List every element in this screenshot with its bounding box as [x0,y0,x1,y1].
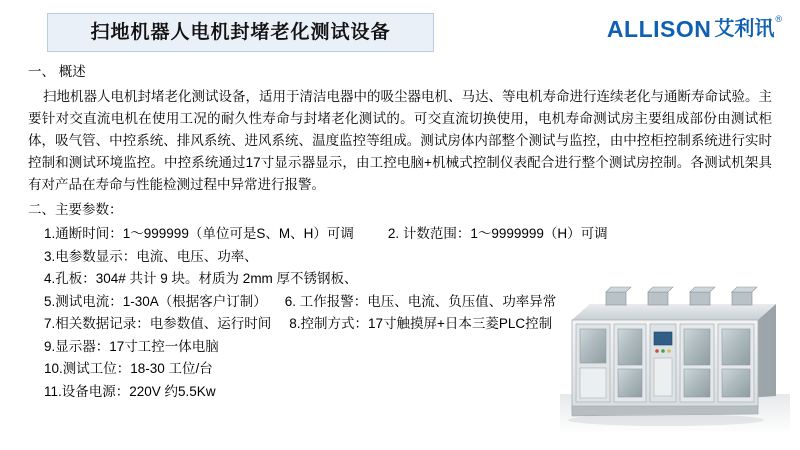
params-heading: 二、主要参数： [28,202,123,217]
param-left-text: 相关数据记录：电参数值、运行时间 [55,316,272,331]
param-index: 1. [44,226,56,241]
overview-paragraph: 扫地机器人电机封堵老化测试设备，适用于清洁电器中的吸尘器电机、马达、等电机寿命进行连续老化与通断寿命试验。主要针对交直流电机在使用工况的耐久性寿命与封堵老化测试的。可交直流切换使用，电机寿命测试房主要组成部份由测试柜体，吸气管、中控系统、排风系统、进风系统、温度监控等组成。测试房体内部整个测试与监控，由中控柜控制系统进行实时控制和测试环境监控。中控系统通过17寸显示器显示，由工控电脑+机械式控制仪表配合进行整个测试房控制。各测试机架具有对产品在寿命与性能检测过程中异常进行报警。 [28,89,772,192]
page-title-box [47,13,434,52]
logo-wordmark: ALLISON [606,16,712,42]
param-right-text: 6. 工作报警：电压、电流、负压值、功率异常 [284,293,557,309]
company-logo [607,16,782,42]
overview-heading: 一、 概述 [28,64,86,79]
param-right-text: 8.控制方式：17寸触摸屏+日本三菱PLC控制 [289,316,553,331]
param-left-text: 测试电流：1-30A（根据客户订制） [55,293,267,309]
param-left-text: 设备电源：220V 约5.5Kw [61,383,216,399]
param-index: 3. [44,248,56,264]
param-left-text: 电参数显示：电流、电压、功率、 [55,248,258,264]
param-index: 9. [44,338,56,354]
page-header [0,0,800,62]
registered-trademark-icon: ® [775,14,782,24]
param-index: 4. [44,271,56,286]
logo-chinese-name: 艾利讯 [714,18,775,40]
param-left-text: 孔板：304# 共计 9 块。材质为 2mm 厚不锈钢板、 [55,271,358,286]
param-index: 7. [44,316,56,331]
param-index: 10. [44,361,63,376]
aging-test-cabinet-photo [560,274,790,434]
page-title: 扫地机器人电机封堵老化测试设备 [90,22,391,43]
param-right-text: 2. 计数范围：1～9999999（H）可调 [387,226,608,241]
list-item [44,223,800,246]
param-index: 5. [44,293,56,309]
param-left-text: 测试工位：18-30 工位/台 [62,361,213,376]
list-item [44,246,800,269]
param-left-text: 显示器：17寸工控一体电脑 [55,338,219,354]
param-left-text: 通断时间：1～999999（单位可是S、M、H）可调 [55,226,354,241]
param-index: 11. [44,383,62,399]
